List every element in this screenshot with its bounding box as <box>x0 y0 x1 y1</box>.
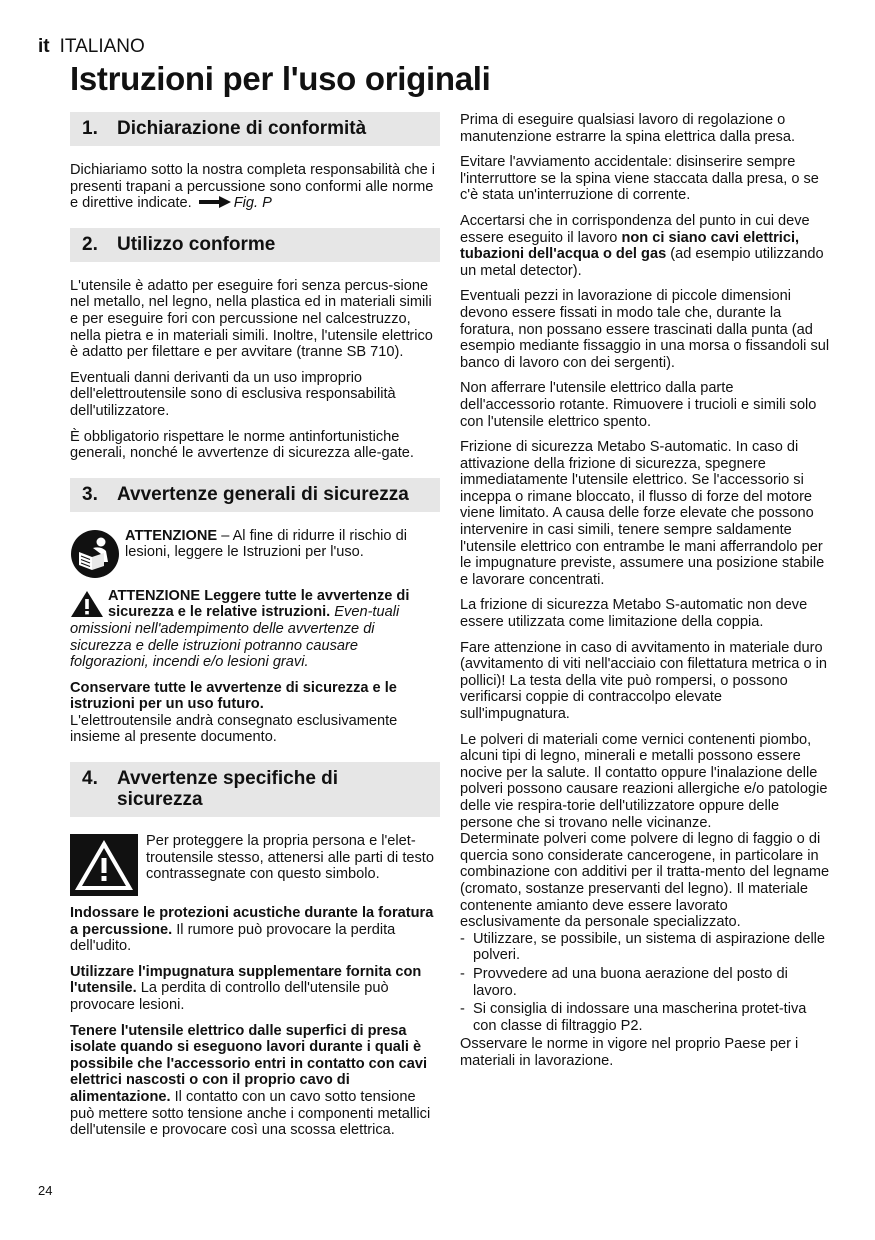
ear-protection-bold: Indossare le protezioni acustiche durante la foratura a percussione. <box>70 905 434 938</box>
dust-measures-list <box>460 931 832 1035</box>
warning-triangle-icon <box>70 590 104 618</box>
language-name: ITALIANO <box>59 36 145 57</box>
insulated-grip-bold: Tenere l'utensile elettrico dalle superfici di presa isolate quando si eseguono lavori durante i quali è possibile che l'accessorio entri in contatto con cavi elettrici nascosti o con il proprio cavo di alimentazione. <box>70 1022 428 1105</box>
list-item: - Utilizzare, se possibile, un sistema di aspirazione delle polveri. <box>460 931 832 964</box>
section-number: 2. <box>82 233 98 255</box>
section-number: 1. <box>82 118 98 139</box>
section-2-header <box>70 228 440 262</box>
document-title: Istruzioni per l'uso originali <box>70 60 491 97</box>
section-title: Dichiarazione di conformità <box>117 118 367 139</box>
section-title: Avvertenze specifiche di sicurezza <box>117 768 339 811</box>
hidden-cables-text-a: Accertarsi che in corrispondenza del punto in cui deve essere eseguito il lavoro <box>460 212 810 246</box>
hidden-cables-bold: non ci siano cavi elettrici, tubazioni dell'acqua o del gas <box>460 229 800 263</box>
unplug-paragraph: Prima di eseguire qualsiasi lavoro di regolazione o manutenzione estrarre la spina elettrica dalla presa. <box>460 112 796 145</box>
auxiliary-handle-bold: Utilizzare l'impugnatura supplementare fornita con l'utensile. <box>70 963 422 997</box>
ear-protection-paragraph <box>70 905 440 955</box>
general-warning-italic: Even-tuali omissioni nell'adempimento delle avvertenze di sicurezza e delle istruzioni potranno causare folgorazioni, incendi e/o lesioni gravi. <box>70 604 400 671</box>
figure-reference: Fig. P <box>233 195 272 212</box>
section-1-header <box>70 112 440 146</box>
read-manual-icon <box>70 529 120 579</box>
section-4-header <box>70 762 440 817</box>
insulated-grip-paragraph <box>70 1023 440 1139</box>
section-number: 4. <box>82 768 98 790</box>
list-item: - Provvedere ad una buona aerazione del posto di lavoro. <box>460 966 832 999</box>
attention-text: – Al fine di ridurre il rischio di lesioni, leggere le Istruzioni per l'uso. <box>125 527 407 561</box>
language-code: it <box>38 36 50 57</box>
conformity-statement: Dichiariamo sotto la nostra completa responsabilità che i presenti trapani a percussione sono conformi alle norme e direttive indicate. <box>70 162 436 212</box>
hidden-cables-text-b: (ad esempio utilizzando un metal detector). <box>460 246 824 279</box>
section-title: Avvertenze generali di sicurezza <box>117 483 409 505</box>
left-column <box>70 112 440 1148</box>
rotating-accessory-paragraph: Non afferrare l'utensile elettrico dalla parte dell'accessorio rotante. Rimuovere i trucioli e simili solo con l'utensile elettrico spento. <box>460 380 817 430</box>
list-item: - Si consiglia di indossare una mascherina protet-tiva con classe di filtraggio P2. <box>460 1001 832 1034</box>
arrow-right-icon <box>199 196 231 208</box>
general-warning-paragraph <box>70 588 440 671</box>
language-label <box>38 36 145 58</box>
conformity-text <box>70 162 440 212</box>
local-regulations-paragraph: Osservare le norme in vigore nel proprio Paese per i materiali in lavorazione. <box>460 1036 799 1069</box>
safety-clutch-paragraph: Frizione di sicurezza Metabo S-automatic. In caso di attivazione della frizione di sicurezza, spegnere immediatamente l'utensile elettrico. Se l'accessorio si inceppa o rimane bloccato, il flusso di forze del motore viene limitato. A causa delle forze elevate che possono intervenire in casi simili, tenere sempre saldamente l'utensile elettrico con entrambe le mani afferrandolo per le impugnature previste, assumere una posizione stabile e lavorare concentrati. <box>460 439 825 588</box>
regulations-paragraph: È obbligatorio rispettare le norme antinfortunistiche generali, nonché le avvertenze di sicurezza alle-gate. <box>70 428 414 462</box>
hidden-cables-paragraph <box>460 213 832 279</box>
ear-protection-text: Il rumore può provocare la perdita dell'udito. <box>70 921 396 955</box>
warning-symbol-icon <box>70 834 138 896</box>
intended-use-paragraph: L'utensile è adatto per eseguire fori senza percus-sione nel metallo, nel legno, nella plastica ed in materiali simili e per eseguire fori con percussione nel calcestruzzo, nella pietra e in materiali simili. Inoltre, l'utensile elettrico è adatto per filettare e per avvitare (tranne SB 710). <box>70 277 433 361</box>
hard-material-paragraph: Fare attenzione in caso di avvitamento in materiale duro (avvitamento di viti nell'acciaio con filettatura metrica o in pollici)! La testa della vite può rompersi, o possono verificarsi coppie di contraccolpo elevate sull'impugnatura. <box>460 639 827 722</box>
read-manual-warning <box>70 528 440 579</box>
section-title: Utilizzo conforme <box>117 233 276 255</box>
auxiliary-handle-paragraph <box>70 964 440 1014</box>
keep-instructions-paragraph <box>70 680 440 746</box>
right-column <box>460 112 832 1078</box>
accidental-start-paragraph: Evitare l'avviamento accidentale: disinserire sempre l'interruttore se la spina viene staccata dalla presa, o se c'è stata un'interruzione di corrente. <box>460 154 819 204</box>
page-number: 24 <box>38 1183 53 1198</box>
attention-label: ATTENZIONE <box>125 527 218 544</box>
dust-hazard-paragraph: Le polveri di materiali come vernici contenenti piombo, alcuni tipi di legno, minerali e metalli possono essere nocive per la salute. Il contatto oppure l'inalazione delle polveri possono causare reazioni allergiche e/o patologie delle vie respira-torie dell'utilizzatore oppure delle persone che si trovano nelle vicinanze. <box>460 731 828 831</box>
symbol-explanation-text: Per proteggere la propria persona e l'elet-troutensile stesso, attenersi alle parti di testo contrassegnate con questo simbolo. <box>146 833 434 883</box>
general-warning-bold: ATTENZIONE Leggere tutte le avvertenze di sicurezza e le relative istruzioni. <box>108 587 410 621</box>
clutch-limit-paragraph: La frizione di sicurezza Metabo S-automatic non deve essere utilizzata come limitazione della coppia. <box>460 597 808 631</box>
auxiliary-handle-text: La perdita di controllo dell'utensile può provocare lesioni. <box>70 980 389 1014</box>
insulated-grip-text: Il contatto con un cavo sotto tensione può mettere sotto tensione anche i componenti metallici dell'utensile e provocare così una scossa elettrica. <box>70 1089 431 1139</box>
read-manual-text <box>125 528 440 561</box>
small-workpieces-paragraph: Eventuali pezzi in lavorazione di piccole dimensioni devono essere fissati in modo tale che, durante la foratura, non possano essere trascinati dalla punta (ad esempio mediante fissaggio in una morsa o fissandoli sul banco di lavoro con dei sergenti). <box>460 288 830 371</box>
carcinogenic-dust-paragraph: Determinate polveri come polvere di legno di faggio o di quercia sono considerate cancerogene, in particolare in combinazione con additivi per il tratta-mento del legname (cromato, sostanze preservanti del legno). Il materiale contenente amianto deve essere lavorato esclusivamente da personale specializzato. <box>460 831 830 931</box>
liability-paragraph: Eventuali danni derivanti da un uso improprio dell'elettroutensile sono di esclusiva responsabilità dell'utilizzatore. <box>70 369 396 419</box>
keep-instructions-bold: Conservare tutte le avvertenze di sicurezza e le istruzioni per un uso futuro. <box>70 679 397 713</box>
section-3-header <box>70 478 440 512</box>
symbol-explanation <box>70 833 440 896</box>
section-number: 3. <box>82 483 98 505</box>
keep-instructions-text: L'elettroutensile andrà consegnato esclusivamente insieme al presente documento. <box>70 712 398 746</box>
